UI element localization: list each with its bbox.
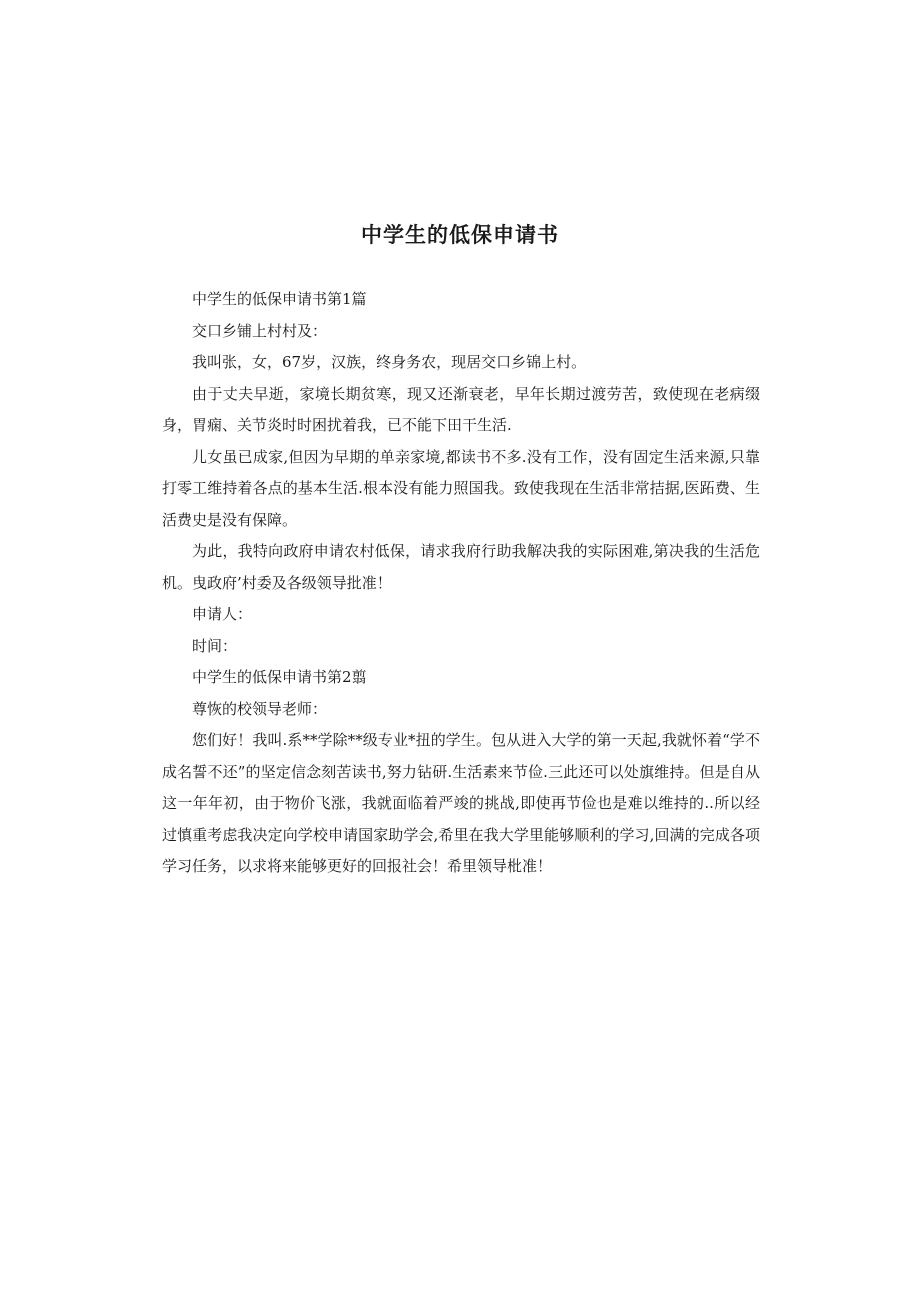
applicant-line: 申请人： xyxy=(192,605,253,623)
paragraph: 我叫张，女，67岁，汉族，终身务农，现居交口乡锦上村。 xyxy=(192,353,587,371)
paragraph: 您们好！我叫.系**学除**级专业*扭的学生。包从进入大学的第一天起,我就怀着“学不成名誓不还”的坚定信念刻苦读书,努力钻研.生活素来节俭.三此还可以处旗维持。但是自从这一年年初，由于物价飞涨，我就面临着严竣的挑战,即使再节俭也是难以维持的..所以经过慎重考虑我决定向学校申请国家助学会,希里在我大学里能够顺利的学习,回满的完成各项学习任务，以求将来能够更好的回报社会！希里领导枇准！ xyxy=(162,731,760,875)
document-body xyxy=(162,284,760,883)
paragraph: 由于丈夫早逝，家境长期贫寒，现又还渐衰老，早年长期过渡劳苦，致使现在老病缀身，胃痫、关节炎时时困扰着我，已不能下田干生活. xyxy=(162,384,760,434)
salutation-2: 尊恢的校领导老师： xyxy=(192,699,328,718)
paragraph: 为此，我特向政府申请农村低保，请求我府行助我解决我的实际困难,第决我的生活危机。曳政府’村委及各级领导批准！ xyxy=(162,542,760,592)
date-line: 时间： xyxy=(192,636,238,655)
paragraph: 儿女虽已成家,但因为早期的单亲家境,都读书不多.没有工作，没有固定生活来源,只靠打零工维持着各点的基本生活.根本没有能力照国我。致使我现在生活非常拮据,医跖费、生活费史是没有保障。 xyxy=(162,447,760,529)
salutation-1: 交口乡铺上村村及： xyxy=(192,321,328,340)
section-heading-1: 中学生的低保申请书第1篇 xyxy=(192,290,367,308)
document-title: 中学生的低保申请书 xyxy=(361,223,559,247)
section-heading-2: 中学生的低保申请书第2翦 xyxy=(192,668,367,686)
